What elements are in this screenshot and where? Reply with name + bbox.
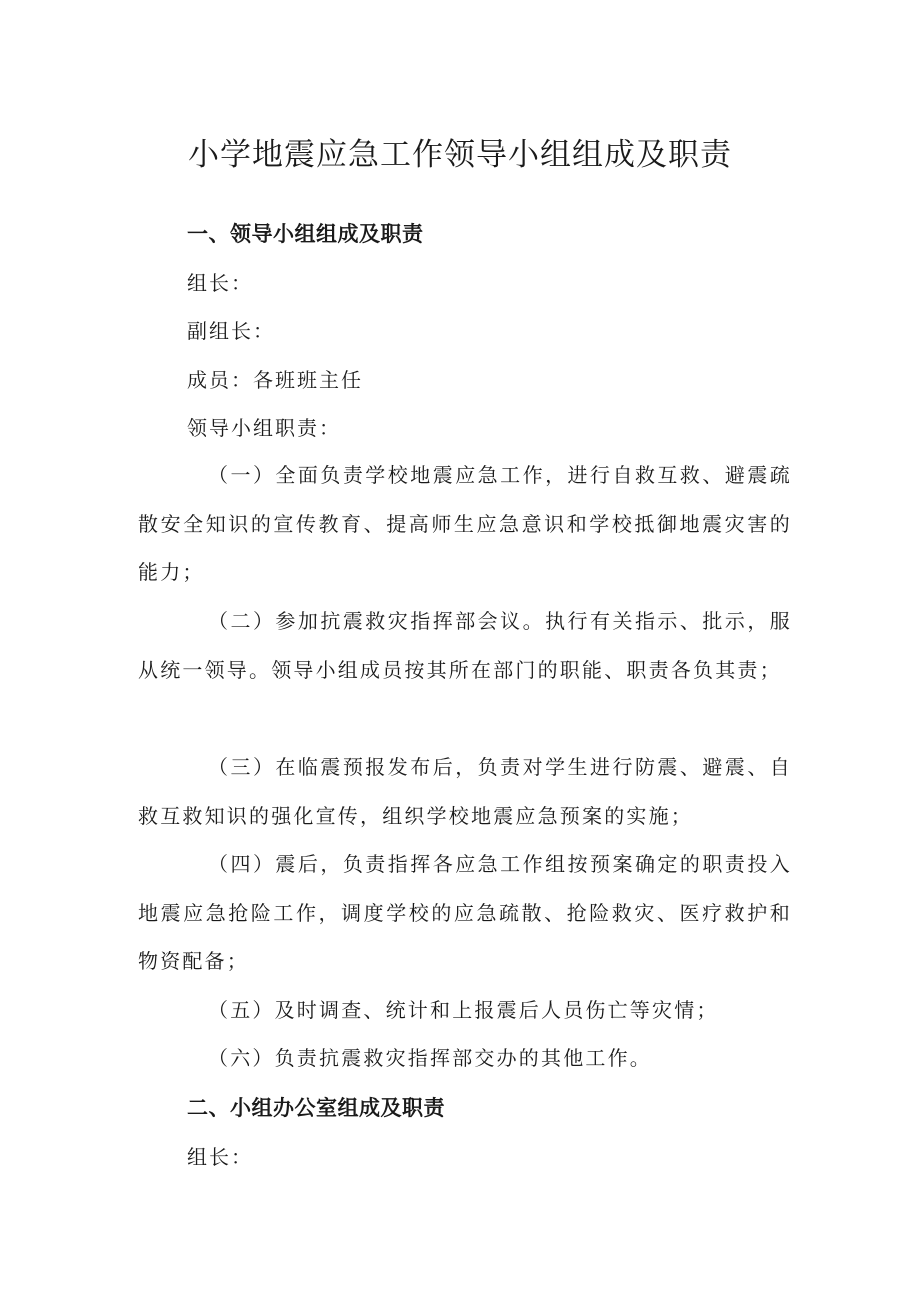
- section-2-heading: 二、小组办公室组成及职责: [187, 1096, 445, 1120]
- section-1-heading: 一、领导小组组成及职责: [187, 222, 424, 246]
- duty-paragraph-3: （三）在临震预报发布后，负责对学生进行防震、避震、自救互救知识的强化宣传，组织学校地震应急预案的实施；: [138, 755, 792, 828]
- document-title: 小学地震应急工作领导小组组成及职责: [188, 137, 732, 173]
- section-2-leader-line: 组长：: [187, 1145, 253, 1169]
- members-line: 成员：各班班主任: [187, 368, 363, 392]
- leader-line: 组长：: [187, 271, 253, 295]
- duty-paragraph-6: （六）负责抗震救灾指挥部交办的其他工作。: [208, 1046, 652, 1070]
- duty-paragraph-1: （一）全面负责学校地震应急工作，进行自救互救、避震疏散安全知识的宣传教育、提高师生应急意识和学校抵御地震灾害的能力；: [138, 463, 792, 584]
- deputy-leader-line: 副组长：: [187, 319, 275, 343]
- duty-paragraph-4: （四）震后，负责指挥各应急工作组按预案确定的职责投入地震应急抢险工作，调度学校的应急疏散、抢险救灾、医疗救护和物资配备；: [138, 852, 792, 973]
- duty-paragraph-2: （二）参加抗震救灾指挥部会议。执行有关指示、批示，服从统一领导。领导小组成员按其所在部门的职能、职责各负其责；: [138, 609, 792, 682]
- duty-paragraph-5: （五）及时调查、统计和上报震后人员伤亡等灾情；: [208, 998, 719, 1022]
- duties-label: 领导小组职责：: [187, 416, 341, 440]
